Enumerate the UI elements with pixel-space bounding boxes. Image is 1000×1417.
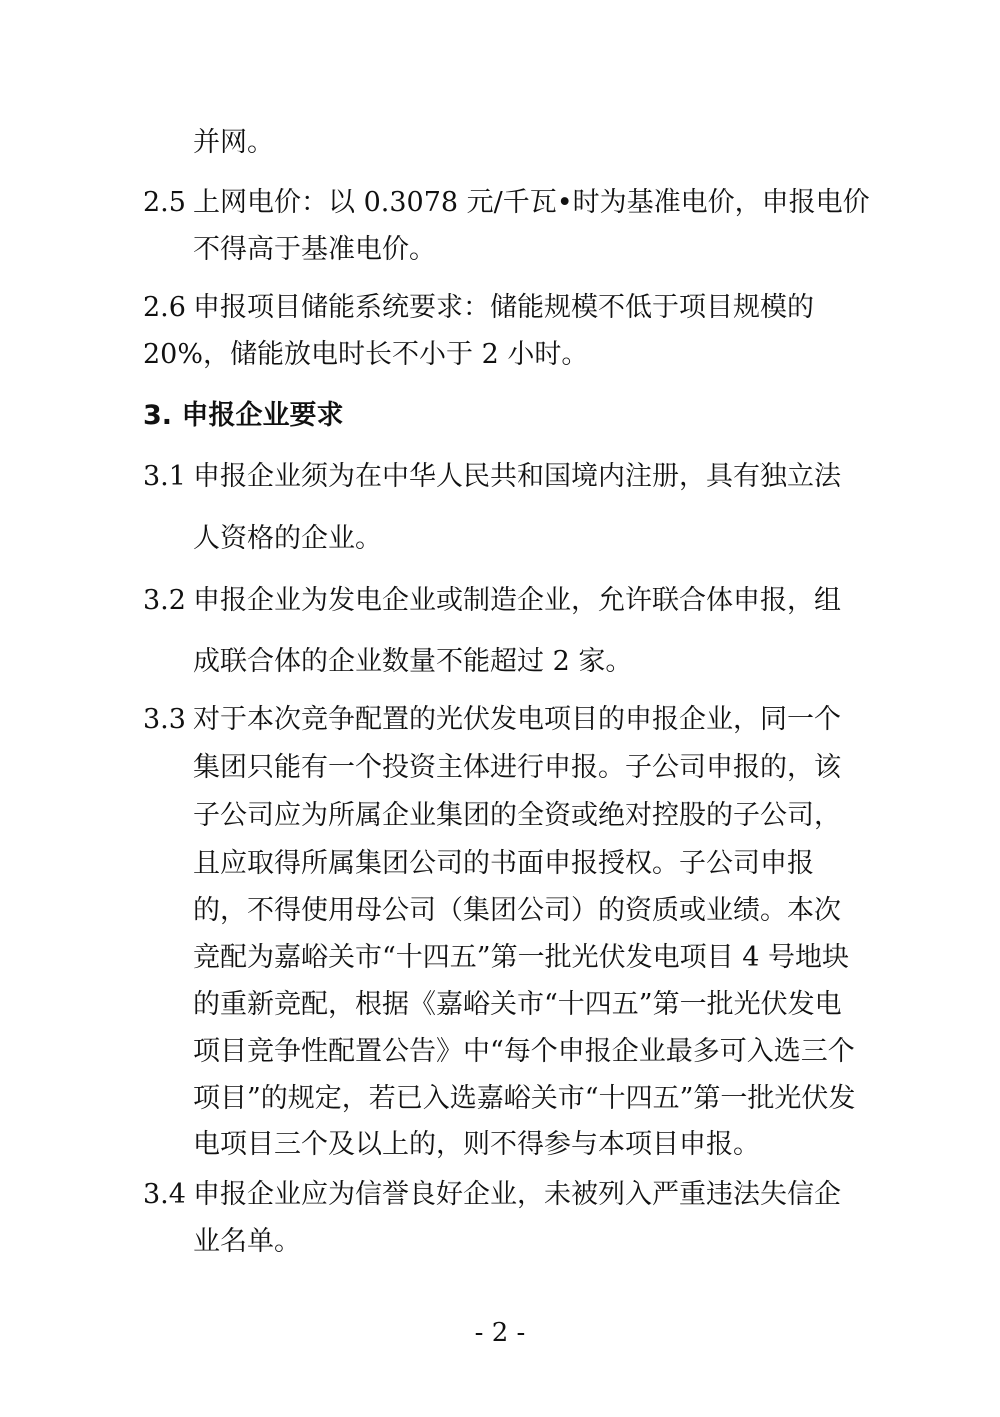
section-3-2-line-1: 申报企业为发电企业或制造企业，允许联合体申报，组 [193, 585, 841, 616]
section-3-2-number: 3.2 [143, 585, 186, 616]
section-2-5-line-2: 不得高于基准电价。 [193, 234, 436, 265]
section-3-3-line-7: 的重新竞配，根据《嘉峪关市“十四五”第一批光伏发电 [193, 989, 842, 1020]
section-3-3-line-2: 集团只能有一个投资主体进行申报。子公司申报的，该 [193, 752, 841, 783]
section-3-3-line-6: 竞配为嘉峪关市“十四五”第一批光伏发电项目 4 号地块 [193, 942, 849, 973]
section-3-3-line-5: 的，不得使用母公司（集团公司）的资质或业绩。本次 [193, 895, 841, 926]
section-2-6-line-2: 20%，储能放电时长不小于 2 小时。 [143, 339, 589, 370]
section-2-6-line-1: 申报项目储能系统要求：储能规模不低于项目规模的 [193, 292, 814, 323]
section-3-2-line-2: 成联合体的企业数量不能超过 2 家。 [193, 646, 633, 677]
section-3-3-line-1: 对于本次竞争配置的光伏发电项目的申报企业，同一个 [193, 704, 841, 735]
section-2-6-number: 2.6 [143, 292, 186, 323]
section-3-1-line-1: 申报企业须为在中华人民共和国境内注册，具有独立法 [193, 461, 841, 492]
section-3-3-line-3: 子公司应为所属企业集团的全资或绝对控股的子公司， [193, 800, 841, 831]
section-3-3-line-4: 且应取得所属集团公司的书面申报授权。子公司申报 [193, 848, 814, 879]
section-3-3-line-10: 电项目三个及以上的，则不得参与本项目申报。 [193, 1129, 760, 1160]
section-3-4-number: 3.4 [143, 1179, 186, 1210]
section-3-heading: 3. 申报企业要求 [143, 400, 344, 431]
section-3-3-line-8: 项目竞争性配置公告》中“每个申报企业最多可入选三个 [193, 1036, 855, 1067]
section-3-4-line-1: 申报企业应为信誉良好企业，未被列入严重违法失信企 [193, 1179, 841, 1210]
section-3-3-line-9: 项目”的规定，若已入选嘉峪关市“十四五”第一批光伏发 [193, 1083, 856, 1114]
page-number: - 2 - [474, 1318, 526, 1348]
section-3-3-number: 3.3 [143, 704, 186, 735]
section-2-5-number: 2.5 [143, 187, 186, 218]
paragraph-continuation: 并网。 [193, 127, 274, 158]
section-2-5-line-1: 上网电价：以 0.3078 元/千瓦•时为基准电价，申报电价 [193, 187, 870, 218]
section-3-1-line-2: 人资格的企业。 [193, 523, 382, 554]
section-3-1-number: 3.1 [143, 461, 186, 492]
section-3-4-line-2: 业名单。 [193, 1226, 301, 1257]
